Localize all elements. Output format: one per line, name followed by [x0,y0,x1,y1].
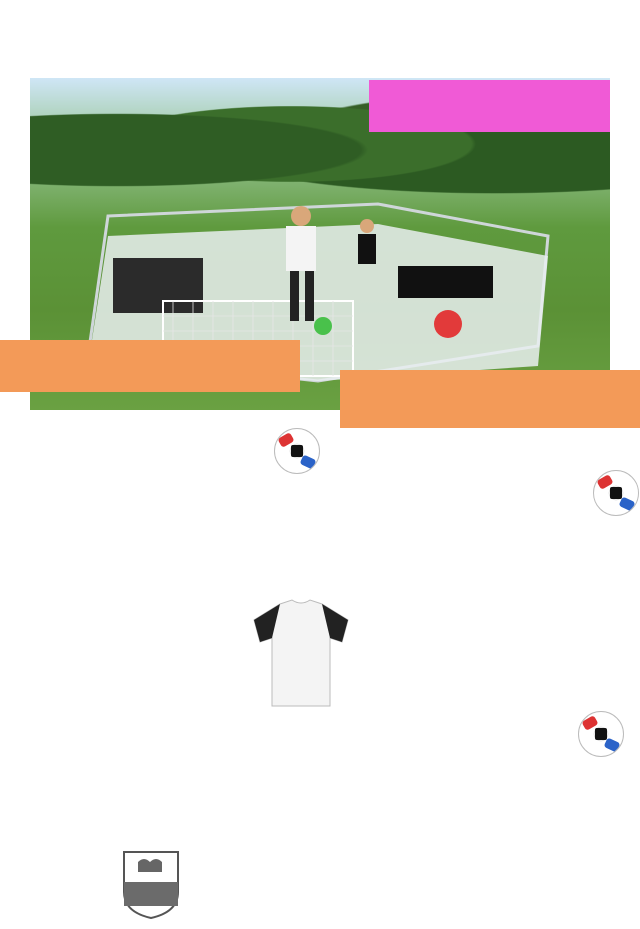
soccer-ball-icon [274,428,320,474]
sportverein-crest [120,848,182,920]
banner-pfingstferien [340,370,640,428]
promo-banner [369,80,610,132]
soccer-ball-icon [593,470,639,516]
banner-fussballtraining [0,340,300,392]
training-shirt-image [250,598,352,708]
soccer-ball-icon [578,711,624,757]
